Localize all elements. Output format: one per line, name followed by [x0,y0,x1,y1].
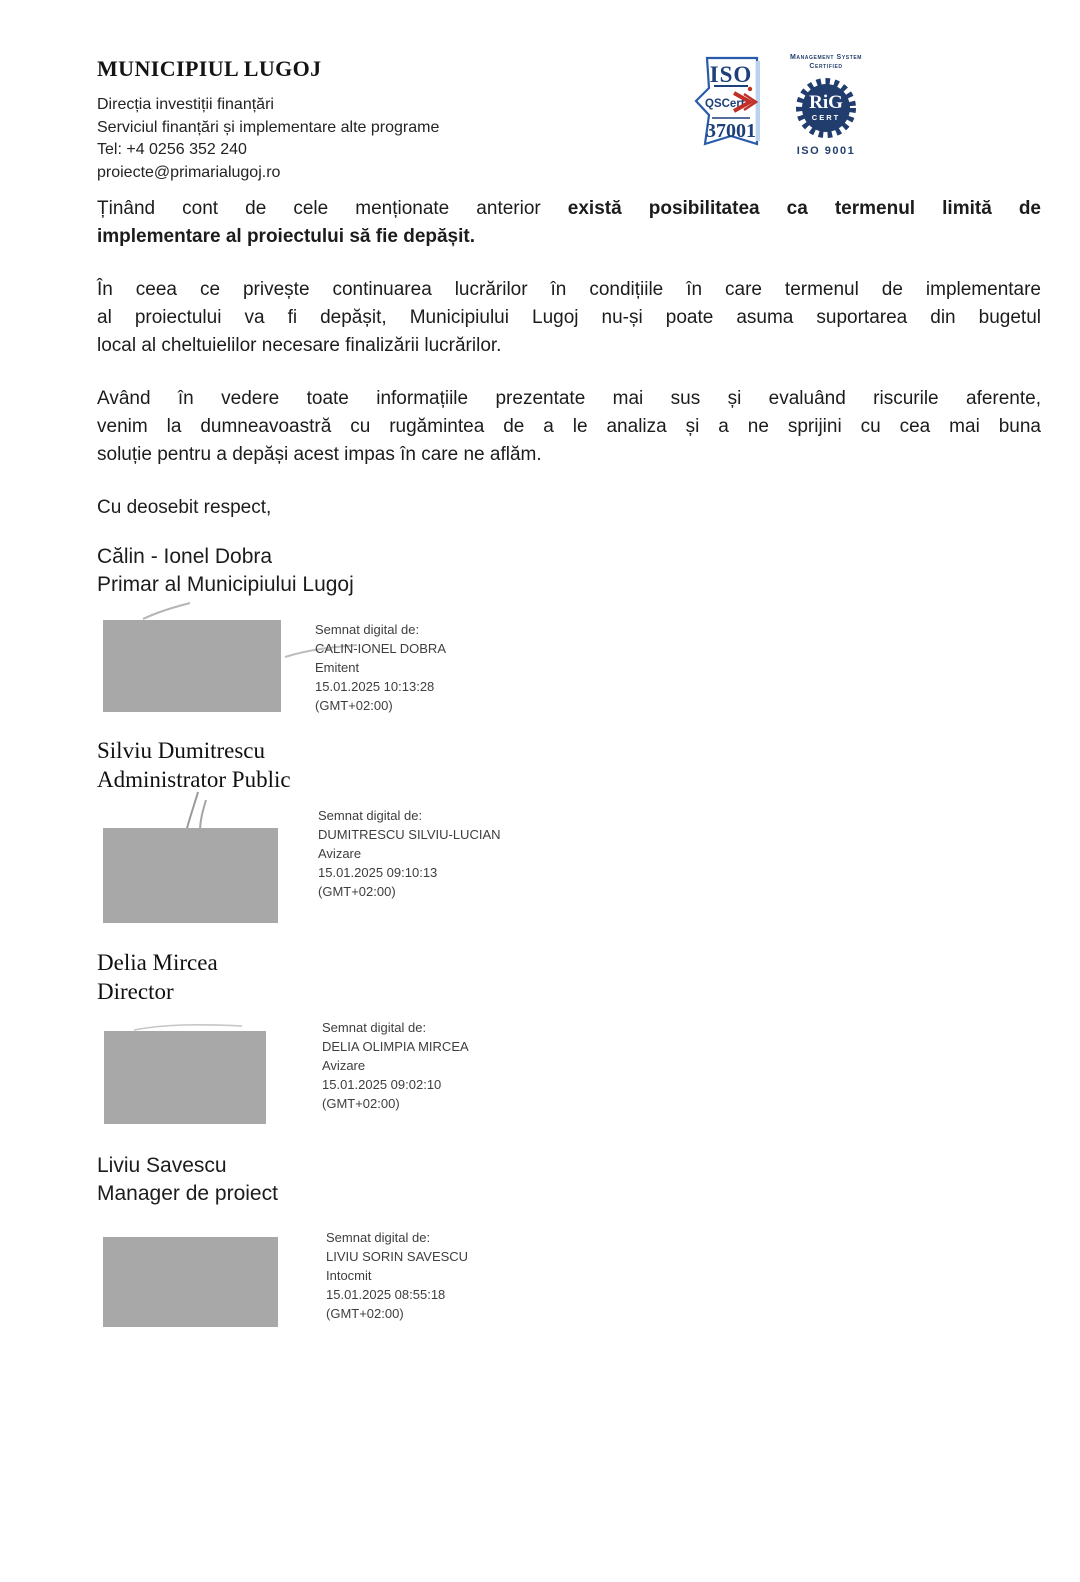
sig-3-timezone: (GMT+02:00) [322,1096,400,1111]
signatory-4-title: Manager de proiect [97,1182,278,1205]
paragraph-1-line-2: implementare al proiectului să fie depășit. [97,226,476,247]
email-line: proiecte@primarialugoj.ro [97,163,281,181]
paragraph-2-line-3: local al cheltuielilor necesare finalizării lucrărilor. [97,335,502,356]
signatory-3-name-block [97,948,218,1006]
sig-4-role: Intocmit [326,1268,372,1283]
signatory-3-title: Director [97,979,174,1004]
sig-3-heading: Semnat digital de: [322,1020,427,1035]
paragraph-3-line-2: venim la dumneavoastră cu rugămintea de a le analiza și a ne sprijini cu cea mai buna [97,416,1041,437]
organization-title: MUNICIPIUL LUGOJ [97,56,322,81]
signatory-3-name: Delia Mircea [97,950,218,975]
signatory-2-name: Silviu Dumitrescu [97,738,266,763]
digital-signature-3 [322,1018,469,1113]
signature-redaction-box [103,828,278,923]
paragraph-1 [97,195,1041,251]
paragraph-3 [97,385,1041,469]
paragraph-2 [97,276,1041,360]
phone-line: Tel: +4 0256 352 240 [97,141,247,158]
paragraph-3-line-3: soluție pentru a depăși acest impas în care ne aflăm. [97,444,542,465]
sig-1-signer: CALIN-IONEL DOBRA [315,641,446,656]
signatory-4-name: Liviu Savescu [97,1154,227,1177]
signatory-1-name-block [97,543,354,599]
rig-caption-line2: Certified [809,63,843,70]
rig-cert-text: CERT [811,113,841,122]
signature-redaction-box [104,1031,266,1124]
sig-3-signer: DELIA OLIMPIA MIRCEA [322,1039,469,1054]
signature-redaction-box [103,620,281,712]
digital-signature-4 [326,1228,468,1323]
closing-salutation: Cu deosebit respect, [97,497,272,518]
iso-37001-badge-icon [692,55,770,149]
rig-cert-badge-icon [774,53,878,157]
iso-text: ISO [709,62,753,87]
p1-bold-text: există posibilitatea ca termenul limită de [540,198,1041,219]
sig-1-timezone: (GMT+02:00) [315,698,393,713]
signatory-2-title: Administrator Public [97,767,291,792]
p1-normal-text: Ținând cont de cele menționate anterior [97,198,541,219]
sig-4-heading: Semnat digital de: [326,1230,431,1245]
sig-2-timestamp: 15.01.2025 09:10:13 [318,865,438,880]
paragraph-1-line-1 [97,195,1041,223]
sig-4-timestamp: 15.01.2025 08:55:18 [326,1287,446,1302]
sig-1-role: Emitent [315,660,360,675]
signatory-2-name-block [97,736,291,794]
paragraph-2-line-2: al proiectului va fi depășit, Municipiului Lugoj nu-și poate asuma suportarea din bugetul [97,307,1041,328]
digital-signature-2 [318,806,501,901]
rig-caption-line1: Management System [789,54,863,61]
sig-3-role: Avizare [322,1058,366,1073]
signature-redaction-box [103,1237,278,1327]
sig-3-timestamp: 15.01.2025 09:02:10 [322,1077,442,1092]
sig-1-heading: Semnat digital de: [315,622,420,637]
rig-brand-text: RiG [809,92,843,113]
digital-signature-1 [315,620,446,715]
sig-4-signer: LIVIU SORIN SAVESCU [326,1249,469,1264]
iso-number-text: 37001 [706,120,756,142]
paragraph-2-line-1: În ceea ce privește continuarea lucrărilor în condițiile în care termenul de implementare [97,279,1041,300]
department-line: Direcția investiții finanțări [97,96,274,113]
sig-4-timezone: (GMT+02:00) [326,1306,404,1321]
sig-2-role: Avizare [318,846,362,861]
signatory-1-title: Primar al Municipiului Lugoj [97,573,354,596]
signatory-4-name-block [97,1152,278,1208]
sig-2-timezone: (GMT+02:00) [318,884,396,899]
sig-2-heading: Semnat digital de: [318,808,423,823]
paragraph-3-line-1: Având în vedere toate informațiile prezentate mai sus și evaluând riscurile aferente, [97,388,1041,409]
qscert-text: QSCert [705,98,745,110]
signatory-1-name: Călin - Ionel Dobra [97,545,273,568]
service-line: Serviciul finanțări și implementare alte programe [97,118,440,136]
sig-1-timestamp: 15.01.2025 10:13:28 [315,679,435,694]
rig-standard-text: ISO 9001 [796,145,856,157]
sig-2-signer: DUMITRESCU SILVIU-LUCIAN [318,827,501,842]
contact-block [97,94,439,184]
rig-gear-icon [793,75,859,141]
